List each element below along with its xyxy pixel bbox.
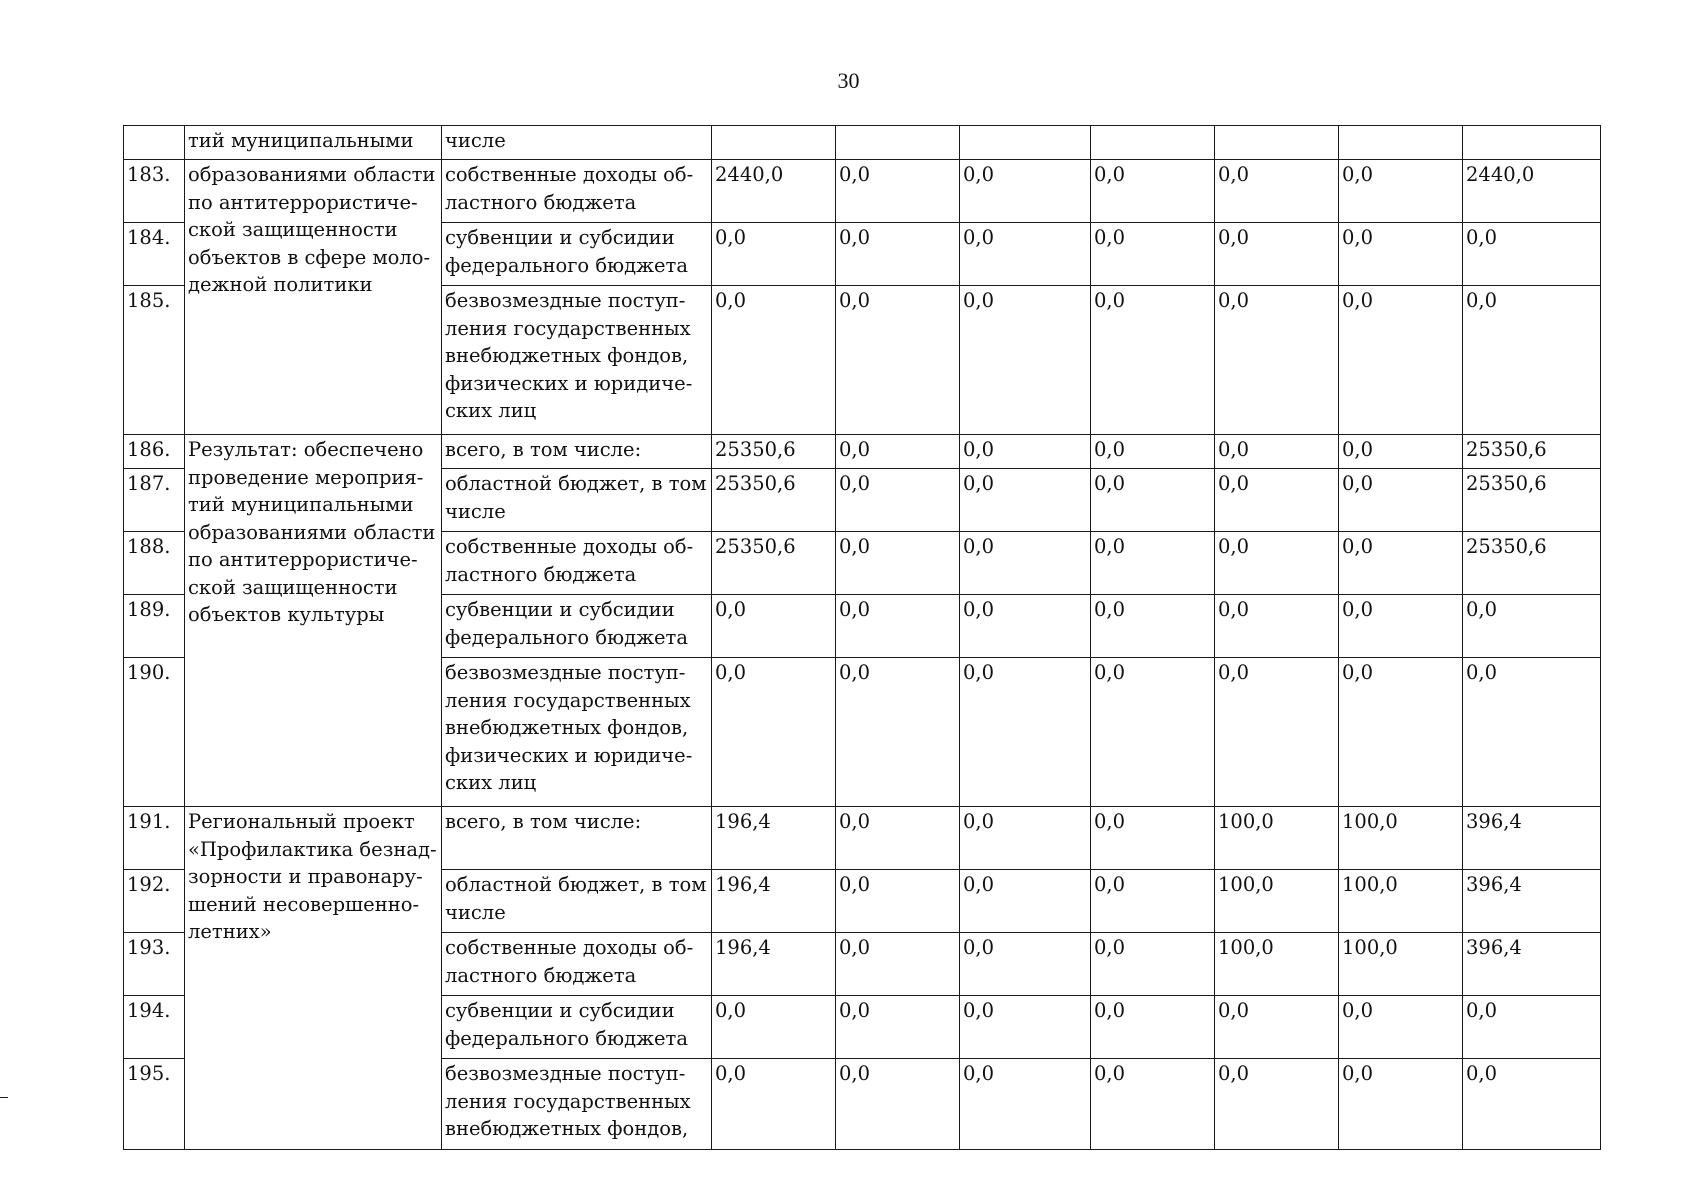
funding-source-cell: областной бюджет, в том числе [442, 469, 712, 532]
value-cell: 0,0 [1091, 933, 1215, 996]
value-cell: 0,0 [1091, 435, 1215, 469]
row-number-cell: 195. [124, 1059, 185, 1150]
funding-source-cell: безвозмездные поступ-ления государственных внебюджетных фондов, физических и юридиче-ских лиц [442, 658, 712, 807]
value-cell: 0,0 [960, 223, 1091, 286]
value-cell: 0,0 [1463, 658, 1601, 807]
value-cell: 2440,0 [712, 160, 836, 223]
value-cell: 0,0 [1091, 160, 1215, 223]
value-cell [712, 126, 836, 160]
funding-source-cell: областной бюджет, в том числе [442, 870, 712, 933]
value-cell: 0,0 [960, 160, 1091, 223]
funding-source-cell: всего, в том числе: [442, 435, 712, 469]
value-cell: 0,0 [1091, 658, 1215, 807]
table-row [124, 807, 1601, 870]
value-cell: 0,0 [1091, 870, 1215, 933]
value-cell: 0,0 [836, 870, 960, 933]
value-cell: 100,0 [1215, 933, 1339, 996]
value-cell: 196,4 [712, 870, 836, 933]
value-cell: 0,0 [1339, 286, 1463, 435]
value-cell: 25350,6 [712, 435, 836, 469]
value-cell: 0,0 [1215, 595, 1339, 658]
row-number-cell: 191. [124, 807, 185, 870]
value-cell [836, 126, 960, 160]
value-cell [1339, 126, 1463, 160]
table-row [124, 126, 1601, 160]
value-cell: 0,0 [1091, 532, 1215, 595]
budget-table [123, 125, 1601, 1150]
value-cell: 2440,0 [1463, 160, 1601, 223]
table-row [124, 435, 1601, 469]
funding-source-cell: безвозмездные поступ-ления государственных внебюджетных фондов, физических и юридиче-ских лиц [442, 286, 712, 435]
funding-source-cell: числе [442, 126, 712, 160]
value-cell: 396,4 [1463, 807, 1601, 870]
value-cell: 0,0 [960, 286, 1091, 435]
value-cell: 0,0 [960, 807, 1091, 870]
value-cell: 196,4 [712, 933, 836, 996]
margin-mark [0, 1097, 8, 1098]
value-cell: 0,0 [1215, 996, 1339, 1059]
value-cell: 0,0 [712, 658, 836, 807]
value-cell: 0,0 [1091, 223, 1215, 286]
row-number-cell: 187. [124, 469, 185, 532]
value-cell [960, 126, 1091, 160]
funding-source-cell: субвенции и субсидии федерального бюджета [442, 223, 712, 286]
value-cell: 0,0 [836, 160, 960, 223]
value-cell: 0,0 [1463, 286, 1601, 435]
value-cell: 0,0 [1339, 1059, 1463, 1150]
value-cell: 0,0 [836, 595, 960, 658]
value-cell: 0,0 [1215, 532, 1339, 595]
value-cell: 396,4 [1463, 933, 1601, 996]
row-number-cell: 186. [124, 435, 185, 469]
value-cell: 0,0 [712, 1059, 836, 1150]
value-cell: 0,0 [1215, 658, 1339, 807]
value-cell: 25350,6 [1463, 435, 1601, 469]
value-cell: 25350,6 [712, 532, 836, 595]
value-cell: 196,4 [712, 807, 836, 870]
value-cell: 0,0 [960, 658, 1091, 807]
value-cell: 100,0 [1339, 933, 1463, 996]
funding-source-cell: собственные доходы об-ластного бюджета [442, 532, 712, 595]
value-cell: 0,0 [960, 996, 1091, 1059]
value-cell: 25350,6 [712, 469, 836, 532]
value-cell: 0,0 [1091, 286, 1215, 435]
value-cell: 0,0 [1339, 435, 1463, 469]
value-cell: 0,0 [960, 532, 1091, 595]
value-cell: 0,0 [836, 933, 960, 996]
value-cell: 0,0 [836, 223, 960, 286]
funding-source-cell: безвозмездные поступ-ления государственных внебюджетных фондов, [442, 1059, 712, 1150]
item-name-cell: Региональный проект «Профилактика безнад-зорности и правонару-шений несовершенно-летних» [185, 807, 442, 1150]
row-number-cell: 185. [124, 286, 185, 435]
value-cell: 0,0 [1091, 469, 1215, 532]
value-cell: 0,0 [960, 435, 1091, 469]
value-cell [1091, 126, 1215, 160]
value-cell: 0,0 [836, 532, 960, 595]
value-cell: 100,0 [1339, 807, 1463, 870]
value-cell: 0,0 [1463, 1059, 1601, 1150]
value-cell: 0,0 [1215, 286, 1339, 435]
table-row [124, 160, 1601, 223]
row-number-cell [124, 126, 185, 160]
row-number-cell: 183. [124, 160, 185, 223]
value-cell: 0,0 [712, 996, 836, 1059]
value-cell: 0,0 [712, 595, 836, 658]
funding-source-cell: субвенции и субсидии федерального бюджета [442, 996, 712, 1059]
value-cell: 0,0 [960, 933, 1091, 996]
value-cell: 0,0 [1215, 1059, 1339, 1150]
value-cell: 100,0 [1339, 870, 1463, 933]
value-cell: 0,0 [1339, 532, 1463, 595]
value-cell: 0,0 [1339, 595, 1463, 658]
funding-source-cell: собственные доходы об-ластного бюджета [442, 160, 712, 223]
value-cell: 0,0 [1215, 435, 1339, 469]
row-number-cell: 184. [124, 223, 185, 286]
funding-source-cell: собственные доходы об-ластного бюджета [442, 933, 712, 996]
row-number-cell: 190. [124, 658, 185, 807]
value-cell [1463, 126, 1601, 160]
value-cell: 0,0 [836, 469, 960, 532]
value-cell: 0,0 [960, 595, 1091, 658]
value-cell: 0,0 [1215, 469, 1339, 532]
value-cell: 0,0 [1215, 223, 1339, 286]
value-cell: 0,0 [960, 469, 1091, 532]
value-cell: 100,0 [1215, 870, 1339, 933]
funding-source-cell: всего, в том числе: [442, 807, 712, 870]
value-cell: 0,0 [960, 870, 1091, 933]
value-cell: 25350,6 [1463, 532, 1601, 595]
value-cell: 0,0 [836, 286, 960, 435]
row-number-cell: 194. [124, 996, 185, 1059]
item-name-cell: Результат: обеспечено проведение мероприя-тий муниципальными образованиями области по антитеррористиче-ской защищенности объектов культуры [185, 435, 442, 807]
value-cell: 0,0 [1463, 223, 1601, 286]
value-cell: 0,0 [1091, 1059, 1215, 1150]
value-cell: 0,0 [1091, 807, 1215, 870]
row-number-cell: 193. [124, 933, 185, 996]
value-cell: 0,0 [836, 996, 960, 1059]
funding-source-cell: субвенции и субсидии федерального бюджета [442, 595, 712, 658]
page-number: 30 [837, 68, 860, 93]
row-number-cell: 188. [124, 532, 185, 595]
value-cell: 0,0 [1215, 160, 1339, 223]
item-name-cell: тий муниципальными [185, 126, 442, 160]
value-cell: 0,0 [1339, 223, 1463, 286]
value-cell [1215, 126, 1339, 160]
value-cell: 0,0 [836, 658, 960, 807]
value-cell: 0,0 [1339, 996, 1463, 1059]
value-cell: 0,0 [1463, 996, 1601, 1059]
value-cell: 0,0 [960, 1059, 1091, 1150]
value-cell: 0,0 [1339, 469, 1463, 532]
value-cell: 0,0 [1091, 595, 1215, 658]
value-cell: 0,0 [1463, 595, 1601, 658]
value-cell: 0,0 [1339, 658, 1463, 807]
value-cell: 25350,6 [1463, 469, 1601, 532]
item-name-cell: образованиями области по антитеррористиче-ской защищенности объектов в сфере моло-дежной политики [185, 160, 442, 435]
value-cell: 0,0 [836, 1059, 960, 1150]
row-number-cell: 189. [124, 595, 185, 658]
value-cell: 0,0 [1339, 160, 1463, 223]
row-number-cell: 192. [124, 870, 185, 933]
value-cell: 396,4 [1463, 870, 1601, 933]
value-cell: 0,0 [712, 286, 836, 435]
value-cell: 0,0 [836, 807, 960, 870]
value-cell: 0,0 [1091, 996, 1215, 1059]
value-cell: 0,0 [712, 223, 836, 286]
value-cell: 0,0 [836, 435, 960, 469]
value-cell: 100,0 [1215, 807, 1339, 870]
